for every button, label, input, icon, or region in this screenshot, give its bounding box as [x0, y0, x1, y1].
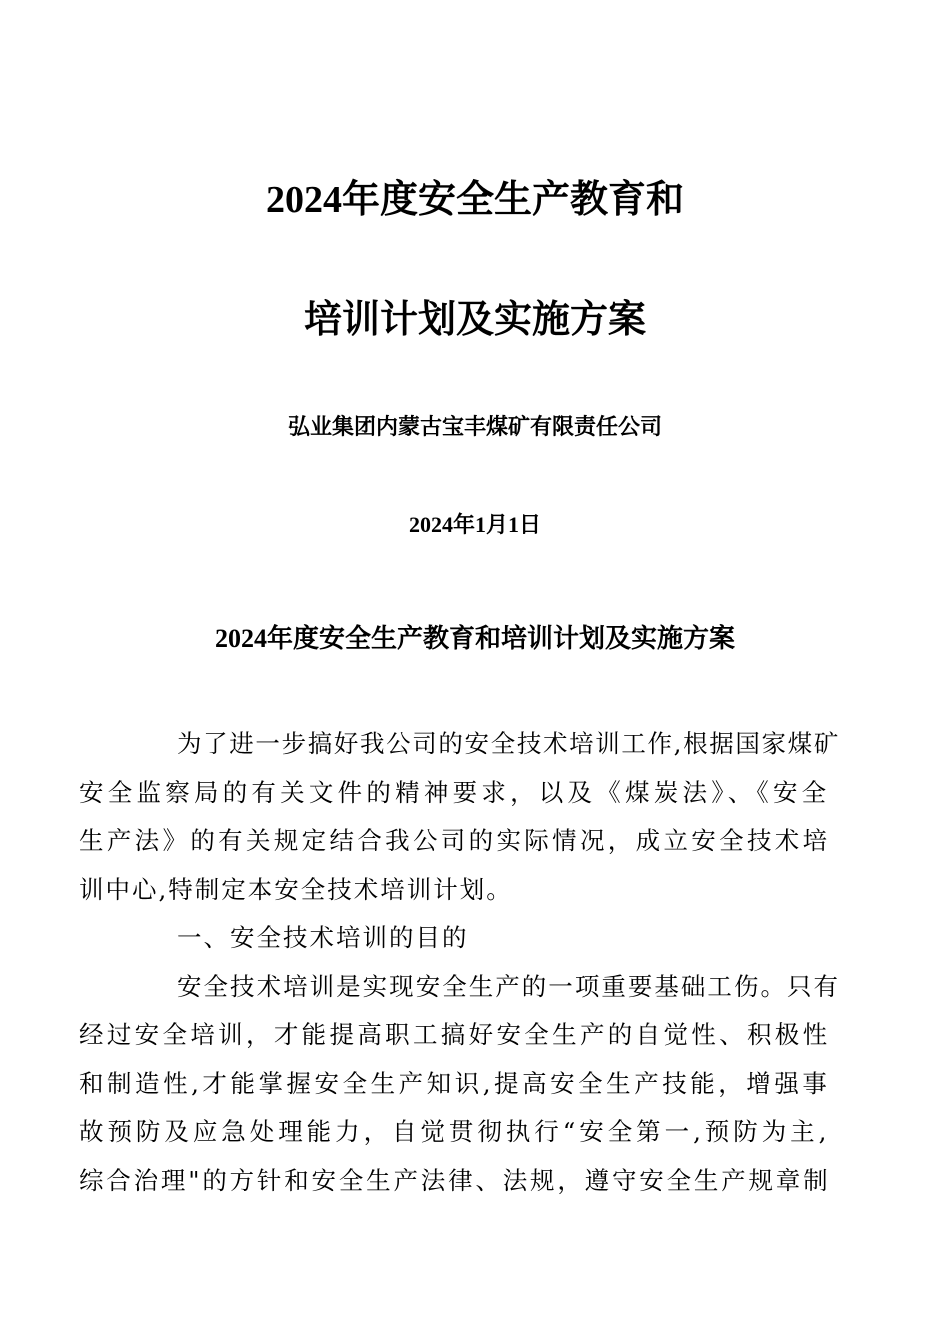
text-line: 为了进一步搞好我公司的安全技术培训工作,根据国家煤矿: [177, 729, 838, 758]
company-name: 弘业集团内蒙古宝丰煤矿有限责任公司: [287, 414, 662, 439]
paragraph-purpose: [79, 963, 838, 1206]
text-line: 经过安全培训，才能提高职工搞好安全生产的自觉性、积极性: [79, 1020, 829, 1049]
section-heading-text: 一、安全技术培训的目的: [177, 923, 469, 952]
text-line: 安全监察局的有关文件的精神要求，以及《煤炭法》、《安全: [79, 777, 829, 807]
text-line: 故预防及应急处理能力，自觉贯彻执行“安全第一,预防为主,: [79, 1117, 829, 1146]
text-line: 训中心,特制定本安全技术培训计划。: [79, 874, 513, 904]
paragraph-intro: [79, 720, 838, 914]
cover-title-line-1: 2024年度安全生产教育和: [265, 179, 684, 221]
cover-title-line-2: 培训计划及实施方案: [303, 299, 646, 341]
text-line: 安全技术培训是实现安全生产的一项重要基础工伤。只有: [177, 971, 838, 1001]
document-body: [79, 720, 838, 1205]
section-title-purpose: [128, 914, 838, 963]
document-date: 2024年1月1日: [408, 512, 541, 537]
document-heading: 2024年度安全生产教育和培训计划及实施方案: [214, 624, 735, 653]
text-line: 综合治理"的方针和安全生产法律、法规，遵守安全生产规章制: [79, 1165, 829, 1195]
text-line: 生产法》的有关规定结合我公司的实际情况，成立安全技术培: [79, 826, 829, 855]
text-line: 和制造性,才能掌握安全生产知识,提高安全生产技能，增强事: [79, 1068, 829, 1098]
